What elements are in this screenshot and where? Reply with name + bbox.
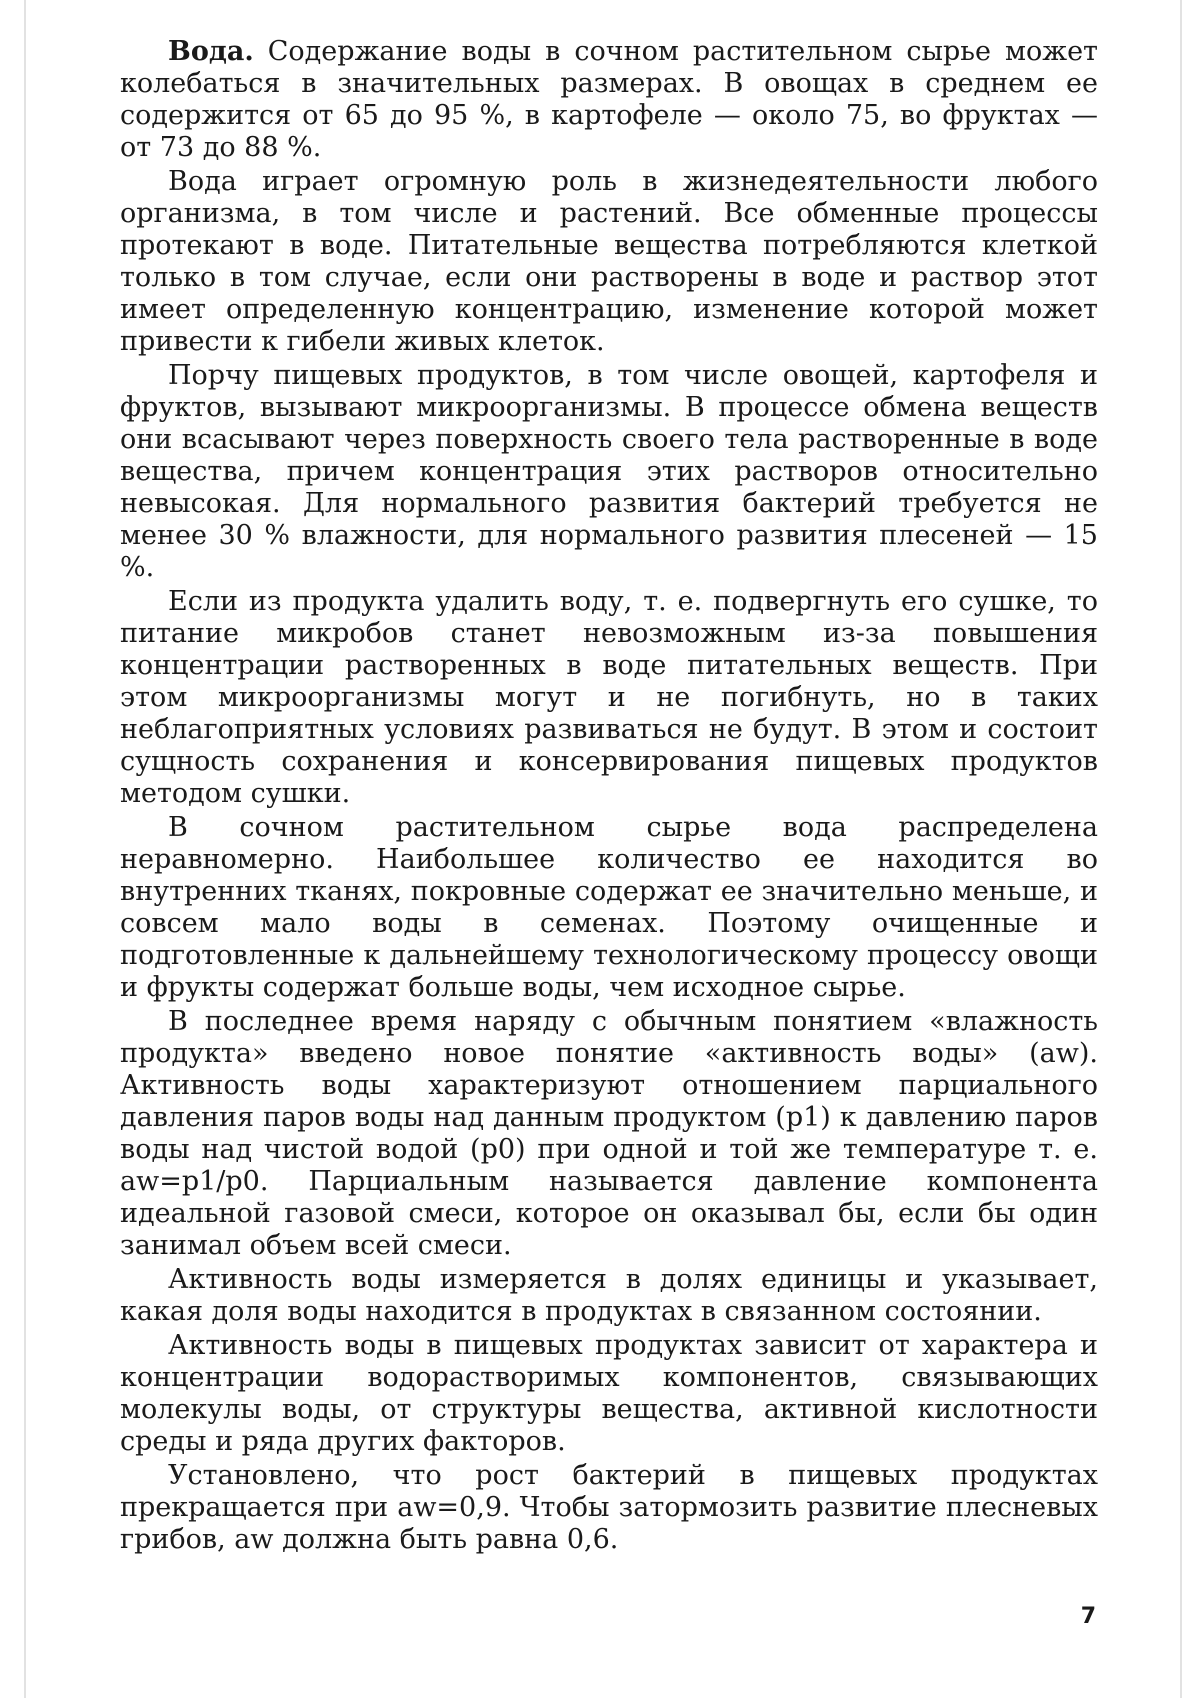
paragraph-water-activity: В последнее время наряду с обычным понятием «влажность продукта» введено новое понятие «активность воды» (aw). Активность воды характеризуют отношением парциального давления паров воды над данным продуктом (p1) к давлению паров воды над чистой водой (p0) при одной и той же температуре т. е. aw=p1/p0. Парциальным называется давление компонента идеальной газовой смеси, которое он оказывал бы, если бы один занимал объем всей смеси.: [120, 1006, 1098, 1261]
paragraph-spoilage: Порчу пищевых продуктов, в том числе овощей, картофеля и фруктов, вызывают микроорганизмы. В процессе обмена веществ они всасывают через поверхность своего тела растворенные в воде вещества, причем концентрация этих растворов относительно невысокая. Для нормального развития бактерий требуется не менее 30 % влажности, для нормального развития плесеней — 15 %.: [120, 360, 1098, 583]
paragraph-thresholds: Установлено, что рост бактерий в пищевых продуктах прекращается при aw=0,9. Чтобы затормозить развитие плесневых грибов, aw должна быть равна 0,6.: [120, 1460, 1098, 1555]
page-number: 7: [1080, 1604, 1096, 1629]
paragraph-water: [120, 36, 1098, 164]
page-body: [120, 36, 1098, 1558]
paragraph-lead-term: Вода.: [168, 36, 254, 67]
page-edge-right: [1180, 0, 1182, 1698]
paragraph-activity-factors: Активность воды в пищевых продуктах зависит от характера и концентрации водорастворимых компонентов, связывающих молекулы воды, от структуры вещества, активной кислотности среды и ряда других факторов.: [120, 1330, 1098, 1457]
page-edge-left: [24, 0, 26, 1698]
paragraph-drying: Если из продукта удалить воду, т. е. подвергнуть его сушке, то питание микробов станет невозможным из-за повышения концентрации растворенных в воде питательных веществ. При этом микроорганизмы могут и не погибнуть, но в таких неблагоприятных условиях развиваться не будут. В этом и состоит сущность сохранения и консервирования пищевых продуктов методом сушки.: [120, 586, 1098, 809]
paragraph-role-of-water: Вода играет огромную роль в жизнедеятельности любого организма, в том числе и растений. Все обменные процессы протекают в воде. Питательные вещества потребляются клеткой только в том случае, если они растворены в воде и раствор этот имеет определенную концентрацию, изменение которой может привести к гибели живых клеток.: [120, 166, 1098, 357]
paragraph-distribution: В сочном растительном сырье вода распределена неравномерно. Наибольшее количество ее находится во внутренних тканях, покровные содержат ее значительно меньше, и совсем мало воды в семенах. Поэтому очищенные и подготовленные к дальнейшему технологическому процессу овощи и фрукты содержат больше воды, чем исходное сырье.: [120, 812, 1098, 1003]
paragraph-activity-measure: Активность воды измеряется в долях единицы и указывает, какая доля воды находится в продуктах в связанном состоянии.: [120, 1264, 1098, 1327]
paragraph-text: Содержание воды в сочном растительном сырье может колебаться в значительных размерах. В овощах в среднем ее содержится от 65 до 95 %, в картофеле — около 75, во фруктах — от 73 до 88 %.: [120, 36, 1098, 163]
